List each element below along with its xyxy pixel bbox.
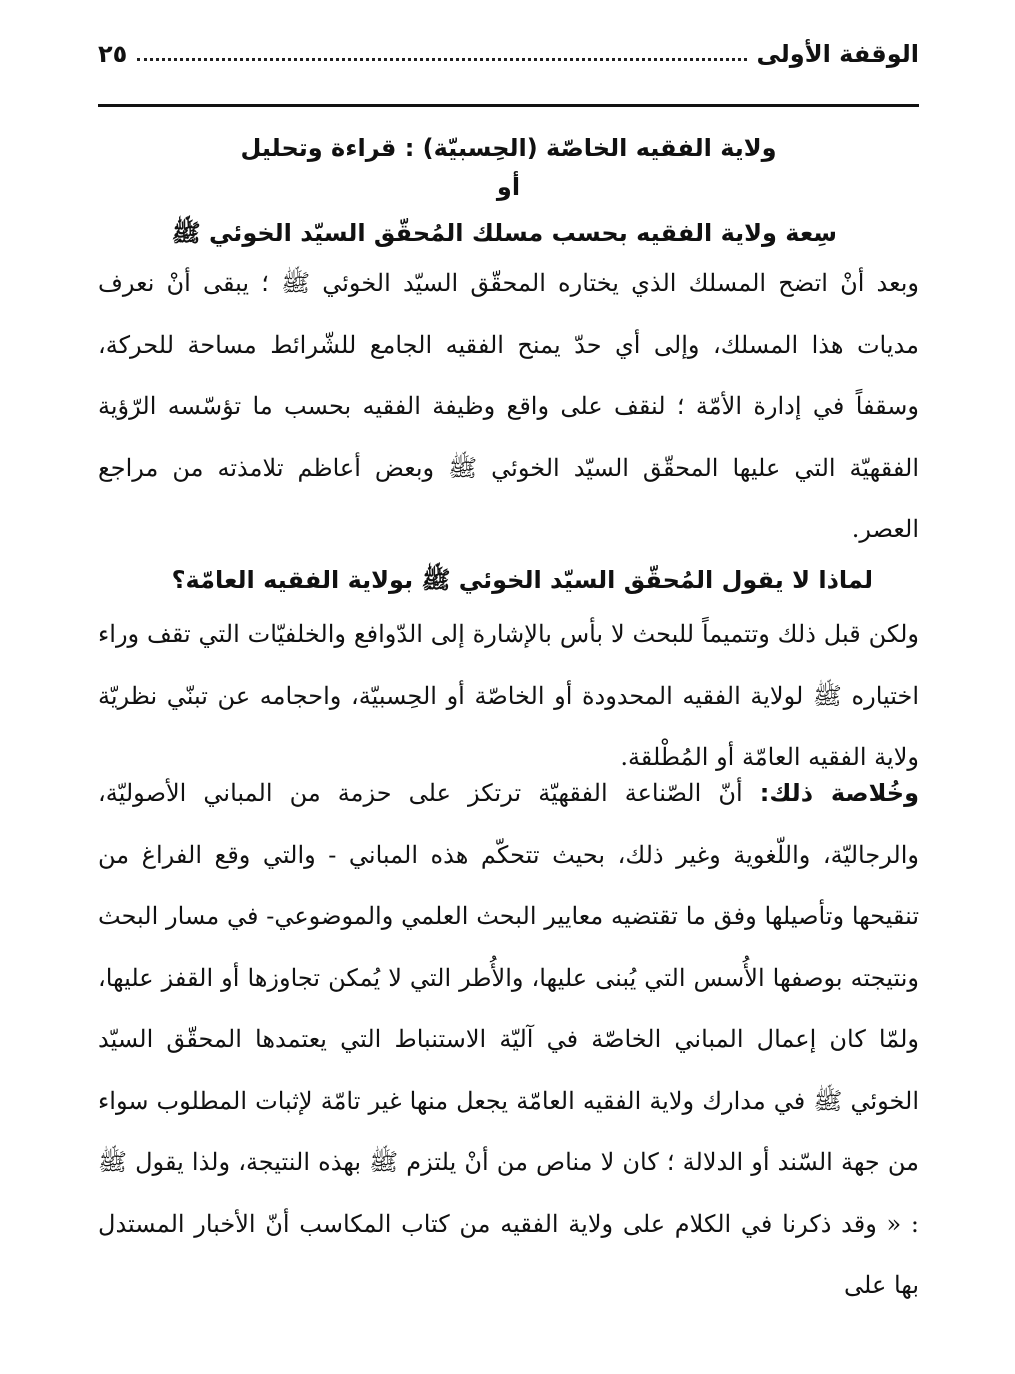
dot-leader	[137, 58, 746, 61]
paragraph-3-text: أنّ الصّناعة الفقهيّة ترتكز على حزمة من المباني الأصوليّة، والرجاليّة، واللّغوية وغير ذلك، بحيث تتحكّم هذه المباني - والتي وقع الفراغ من تنقيحها وتأصيلها وفق ما تقتضيه معايير البحث العلمي والموضوعي- في مسار البحث ونتيجته بوصفها الأُسس التي يُبنى عليها، والأُطر التي لا يُمكن تجاوزها أو القفز عليها، ولمّا كان إعمال المباني الخاصّة في آليّة الاستنباط التي يعتمدها المحقّق السيّد الخوئي ﷺ في مدارك ولاية الفقيه العامّة يجعل منها غير تامّة لإثبات المطلوب سواء من جهة السّند أو الدلالة ؛ كان لا مناص من أنْ يلتزم ﷺ بهذه النتيجة، ولذا يقول ﷺ : « وقد ذكرنا في الكلام على ولاية الفقيه من كتاب المكاسب أنّ الأخبار المستدل بها على	[98, 779, 919, 1299]
chapter-title: الوقفة الأولى	[756, 40, 919, 68]
paragraph-3-lead: وخُلاصة ذلك:	[759, 779, 920, 807]
section-heading: ولاية الفقيه الخاصّة (الحِسبيّة) : قراءة وتحليل	[240, 134, 777, 162]
paragraph-1: وبعد أنْ اتضح المسلك الذي يختاره المحقّق السيّد الخوئي ﷺ ؛ يبقى أنْ نعرف مديات هذا المسلك، وإلى أي حدّ يمنح الفقيه الجامع للشّرائط مساحة للحركة، وسقفاً في إدارة الأمّة ؛ لنقف على واقع وظيفة الفقيه بحسب ما تؤسّسه الرّؤية الفقهيّة التي عليها المحقّق السيّد الخوئي ﷺ وبعض أعاظم تلامذته من مراجع العصر.	[98, 269, 919, 543]
section-heading-or: أو	[496, 173, 521, 201]
paragraph-2: ولكن قبل ذلك وتتميماً للبحث لا بأس بالإشارة إلى الدّوافع والخلفيّات التي تقف وراء اختياره ﷺ لولاية الفقيه المحدودة أو الخاصّة أو الحِسبيّة، واحجامه عن تبنّي نظريّة ولاية الفقيه العامّة أو المُطْلقة.	[98, 620, 919, 771]
page-number: ٢٥	[98, 40, 128, 68]
section-question-heading: لماذا لا يقول المُحقّق السيّد الخوئي ﷺ بولاية الفقيه العامّة؟	[171, 566, 873, 594]
section-subheading: سِعة ولاية الفقيه بحسب مسلك المُحقّق السيّد الخوئي ﷺ	[171, 219, 837, 247]
header-rule	[98, 104, 919, 107]
running-head	[98, 34, 919, 74]
paragraph-3	[98, 763, 919, 1317]
